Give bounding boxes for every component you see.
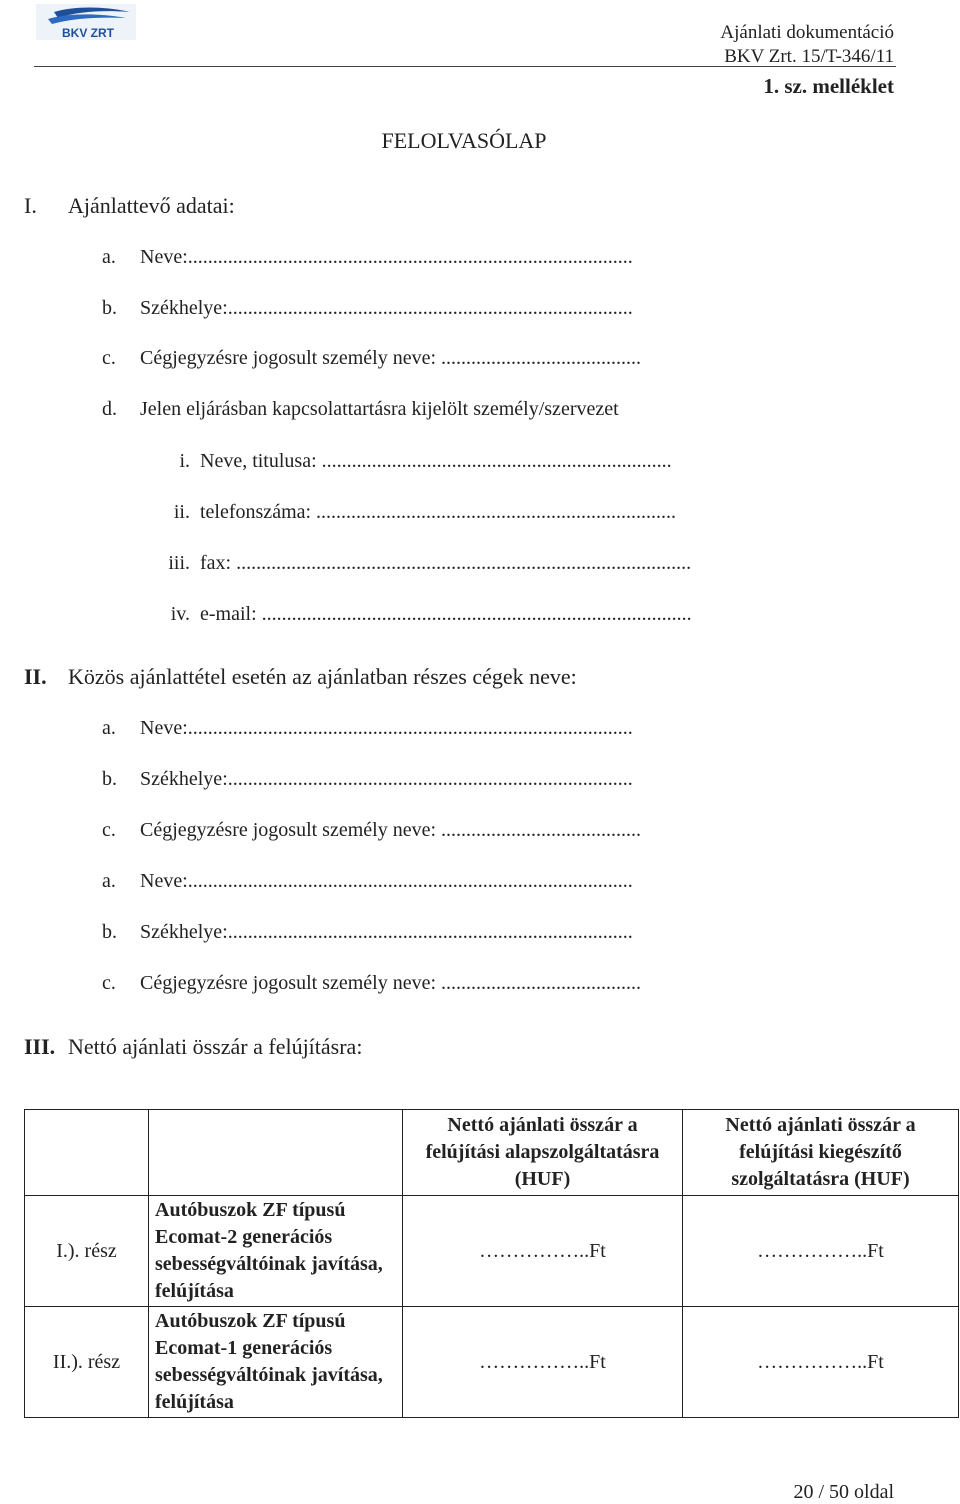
section-2-item: b. Székhelye:................................................................................. — [102, 921, 633, 943]
section-3-number: III. — [24, 1034, 56, 1059]
table-row — [25, 1307, 959, 1418]
table-header-blank — [149, 1110, 403, 1196]
section-2-title: Közös ajánlattétel esetén az ajánlatban részes cégek neve: — [68, 664, 577, 689]
doc-type: Ajánlati dokumentáció — [720, 22, 894, 43]
part-label: I.). rész — [25, 1196, 149, 1307]
section-3-heading — [24, 1034, 362, 1060]
doc-reference: BKV Zrt. 15/T-346/11 — [724, 46, 894, 67]
extra-price-field: ……………..Ft — [683, 1307, 959, 1418]
section-1-item-name: a. Neve:......................................................................................... — [102, 246, 633, 268]
table-header-row — [25, 1110, 959, 1196]
contact-label: Jelen eljárásban kapcsolattartásra kijelölt személy/szervezet — [140, 398, 619, 420]
section-1-item-contact: d. Jelen eljárásban kapcsolattartásra kijelölt személy/szervezet — [102, 398, 619, 420]
page-title: FELOLVASÓLAP — [381, 128, 547, 153]
part-description: Autóbuszok ZF típusú Ecomat-1 generációs sebességváltóinak javítása, felújítása — [149, 1307, 403, 1418]
contact-fax: iii. fax: ........................................................................................... — [168, 552, 692, 574]
signatory-field: Cégjegyzésre jogosult személy neve: ........................................ — [140, 347, 642, 369]
part-description: Autóbuszok ZF típusú Ecomat-2 generációs sebességváltóinak javítása, felújítása — [149, 1196, 403, 1307]
base-price-field: ……………..Ft — [403, 1307, 683, 1418]
section-2-number: II. — [24, 664, 47, 689]
header-base-price: Nettó ajánlati összár a felújítási alapszolgáltatásra (HUF) — [403, 1110, 683, 1196]
section-2-item: b. Székhelye:................................................................................. — [102, 768, 633, 790]
svg-text:BKV ZRT: BKV ZRT — [62, 26, 114, 40]
page-number: 20 / 50 oldal — [793, 1481, 894, 1503]
section-2-heading — [24, 664, 577, 690]
table-header-blank — [25, 1110, 149, 1196]
table-row — [25, 1196, 959, 1307]
bkv-logo — [34, 2, 138, 42]
seat-field: Székhelye:................................................................................. — [140, 297, 633, 319]
section-1-item-signatory: c. Cégjegyzésre jogosult személy neve: ........................................ — [102, 347, 642, 369]
section-2-item: c. Cégjegyzésre jogosult személy neve: ........................................ — [102, 819, 642, 841]
bkv-logo-icon — [34, 2, 138, 42]
part-label: II.). rész — [25, 1307, 149, 1418]
section-1-title: Ajánlattevő adatai: — [68, 193, 235, 218]
contact-phone: ii. telefonszáma: ........................................................................ — [173, 501, 677, 523]
section-3-title: Nettó ajánlati összár a felújításra: — [68, 1034, 363, 1059]
header-rule — [34, 66, 896, 67]
price-table — [24, 1109, 959, 1418]
header-extra-price: Nettó ajánlati összár a felújítási kiegészítő szolgáltatásra (HUF) — [683, 1110, 959, 1196]
section-2-item: a. Neve:......................................................................................... — [102, 870, 633, 892]
name-field: Neve:......................................................................................... — [140, 246, 633, 268]
section-2-item: c. Cégjegyzésre jogosult személy neve: ........................................ — [102, 972, 642, 994]
annex-label: 1. sz. melléklet — [763, 74, 894, 98]
base-price-field: ……………..Ft — [403, 1196, 683, 1307]
section-1-number: I. — [24, 193, 37, 218]
section-1-heading — [24, 193, 235, 219]
section-2-item: a. Neve:......................................................................................... — [102, 717, 633, 739]
section-1-item-seat: b. Székhelye:................................................................................. — [102, 297, 633, 319]
extra-price-field: ……………..Ft — [683, 1196, 959, 1307]
contact-name-title: i. Neve, titulusa: ...................................................................... — [179, 450, 672, 472]
contact-email: iv. e-mail: ...................................................................................... — [170, 603, 692, 625]
